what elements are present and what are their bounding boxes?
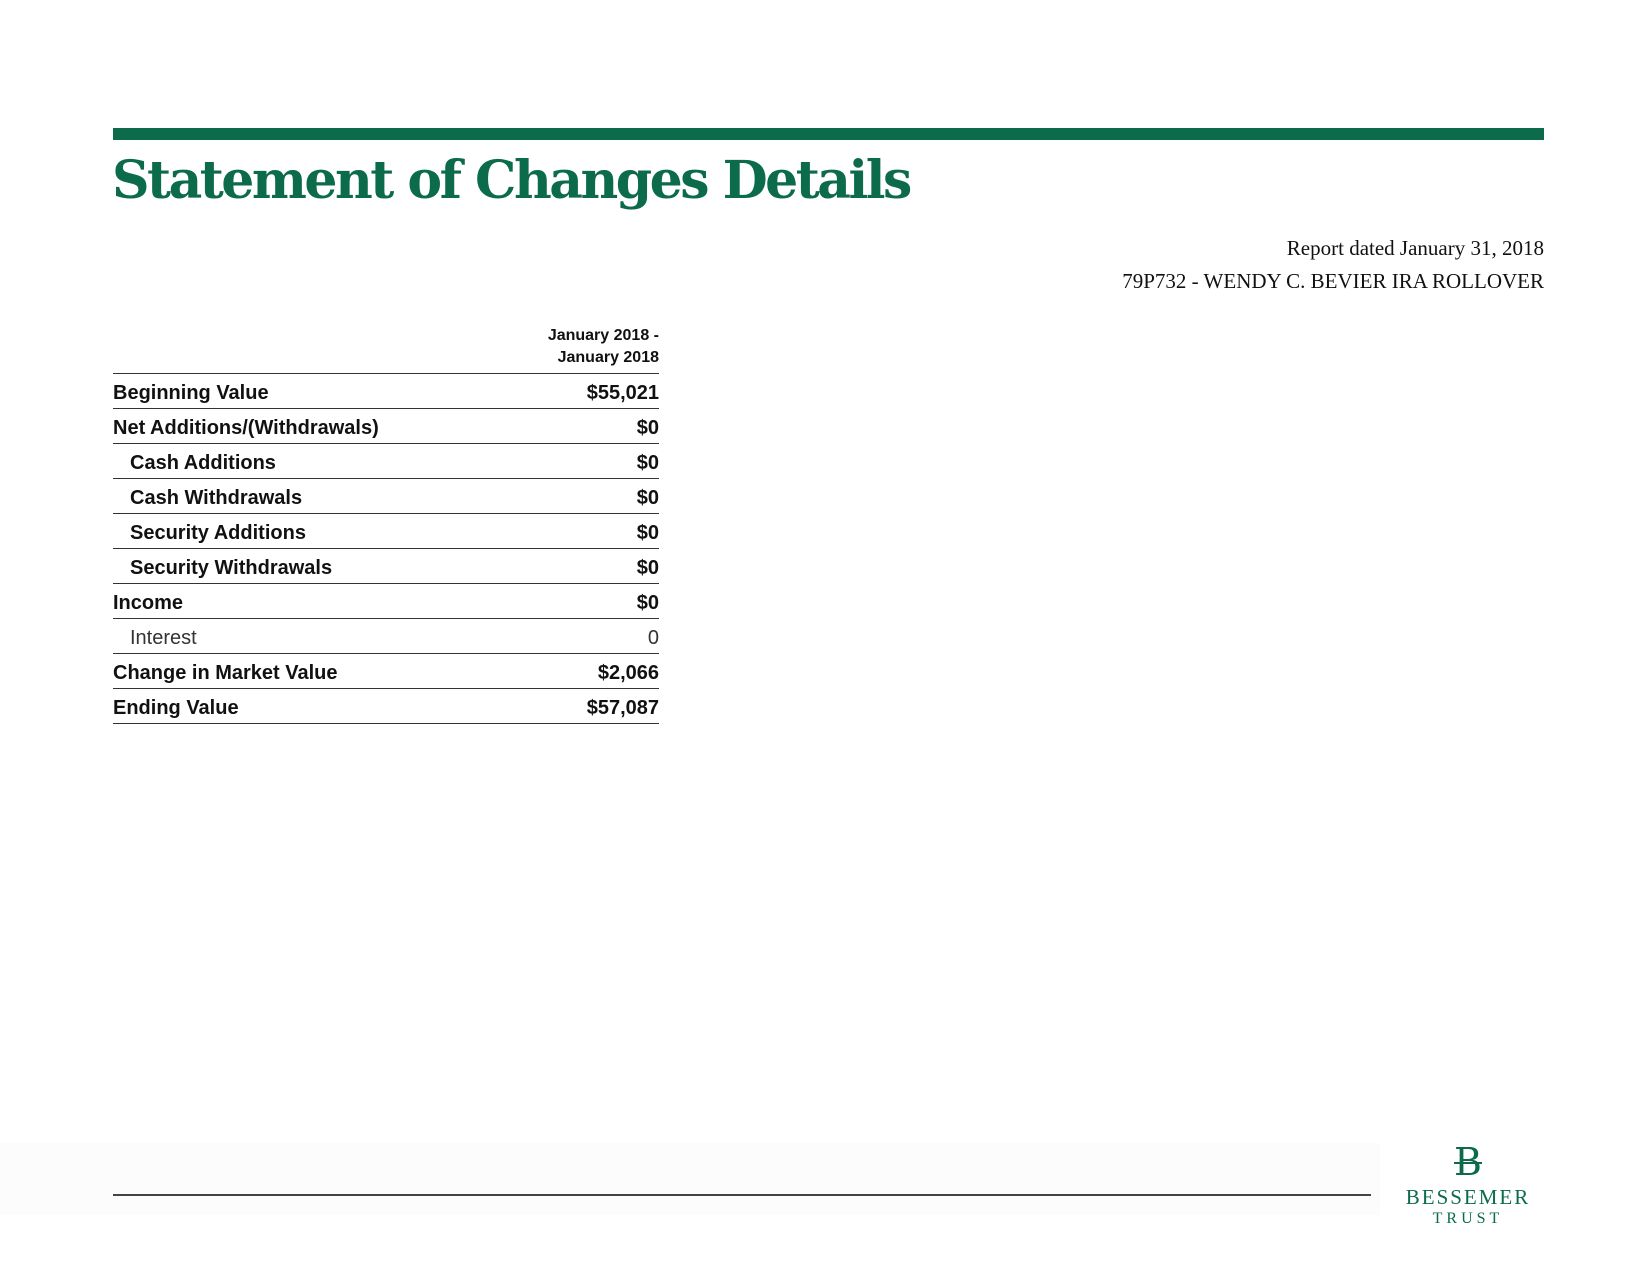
table-row-cash-additions [113,444,659,479]
row-value: $2,066 [597,661,659,684]
column-header-line2: January 2018 [557,349,659,366]
statement-of-changes-table [113,325,659,724]
table-row-ending-value [113,689,659,724]
row-label: Interest [130,626,197,649]
logo-name: BESSEMER [1405,1185,1531,1209]
row-label: Net Additions/(Withdrawals) [113,416,379,439]
table-row-cash-withdrawals [113,479,659,514]
report-date: Report dated January 31, 2018 [1286,236,1544,260]
page-title: Statement of Changes Details [112,150,910,211]
table-row-net-additions [113,409,659,444]
row-label: Ending Value [113,696,239,719]
bessemer-trust-logo [1390,1142,1546,1228]
row-label: Security Withdrawals [130,556,333,579]
row-label: Cash Additions [130,451,276,474]
report-meta [1122,232,1544,298]
column-header-line1: January 2018 - [547,327,659,344]
row-value: $0 [636,556,659,579]
row-value: 0 [647,626,659,649]
footer-band [0,1143,1380,1215]
table-row-beginning-value [113,374,659,409]
table-row-security-additions [113,514,659,549]
row-label: Change in Market Value [113,661,338,684]
row-label: Security Additions [130,521,306,544]
row-value: $0 [636,591,659,614]
row-value: $0 [636,416,659,439]
footer-rule [113,1194,1371,1196]
table-row-income [113,584,659,619]
row-value: $0 [636,486,659,509]
row-label: Income [113,591,184,614]
row-label: Cash Withdrawals [130,486,303,509]
column-header [113,325,659,374]
logo-sub: TRUST [1432,1210,1504,1227]
row-value: $0 [636,451,659,474]
table-row-change-in-market-value [113,654,659,689]
table-row-security-withdrawals [113,549,659,584]
header-rule [113,128,1544,140]
row-value: $0 [636,521,659,544]
table-row-interest [113,619,659,654]
account-name: 79P732 - WENDY C. BEVIER IRA ROLLOVER [1122,269,1544,293]
row-value: $57,087 [586,696,659,719]
row-value: $55,021 [586,381,659,404]
logo-mark-icon: B [1454,1140,1482,1184]
row-label: Beginning Value [113,381,269,404]
